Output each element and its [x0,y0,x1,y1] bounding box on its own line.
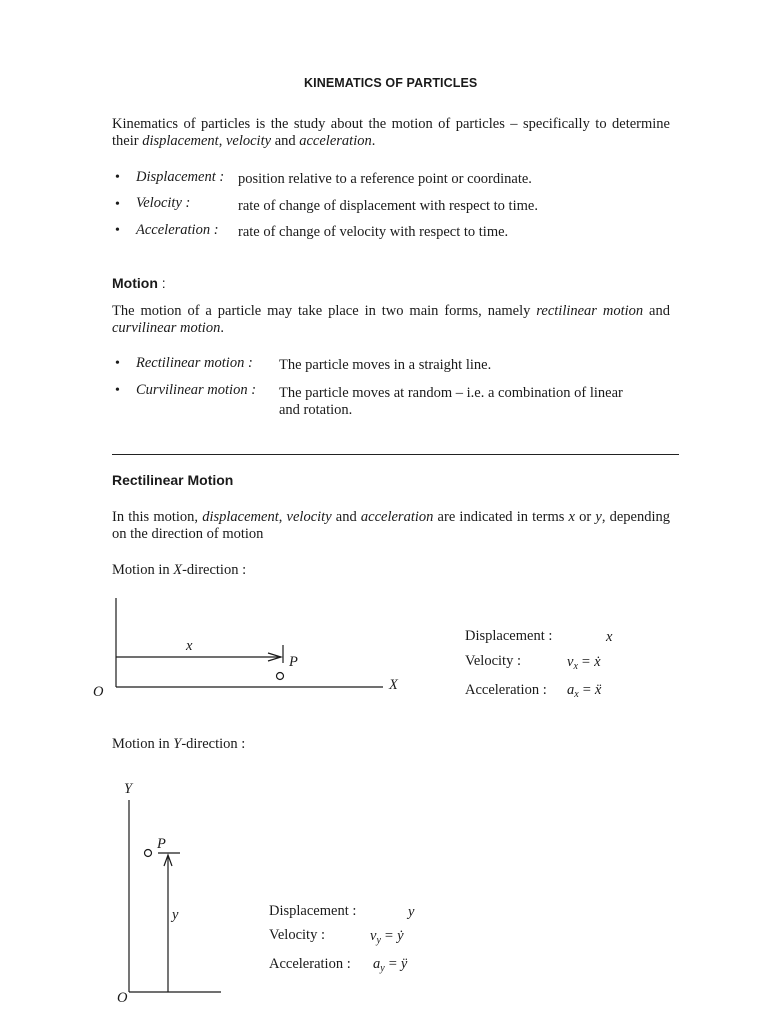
x-axis-label: X [389,677,398,693]
definition-term: Acceleration : [136,222,219,238]
intro-sep: , [218,133,226,149]
definition-desc: position relative to a reference point or coordinate. [238,171,532,187]
intro-term-velocity: velocity [225,133,272,149]
intro-paragraph [112,116,670,150]
y-dimension-label: y [172,907,179,923]
caption-axis: Y [173,736,182,752]
eq-lhs: v [567,654,574,670]
bullet-icon: • [115,223,120,238]
eq-sub: y [380,963,385,974]
y-velocity-equation [370,928,404,946]
eq-sub: x [573,661,578,672]
caption-pre: Motion in [112,562,174,578]
motion-term: Rectilinear motion : [136,355,253,371]
motion-text: The motion of a particle may take place in two main forms, namely [112,303,537,319]
motion-heading [112,275,166,291]
x-displacement-label: Displacement : [465,628,553,644]
definition-desc: rate of change of displacement with respect to time. [238,198,538,214]
y-axis-label: Y [124,781,133,797]
eq-sub: y [376,935,381,946]
eq-lhs: a [373,956,381,972]
x-velocity-equation [567,654,601,672]
rect-sep: , [278,509,287,525]
motion-desc-line2: and rotation. [279,402,353,418]
x-acceleration-label: Acceleration : [465,682,547,698]
rect-var-x: x [568,509,575,525]
caption-axis: X [173,562,183,578]
x-acceleration-equation [567,682,601,700]
y-displacement-value: y [408,904,415,920]
y-acceleration-equation [373,956,407,974]
page-title: KINEMATICS OF PARTICLES [304,76,478,90]
motion-desc: The particle moves in a straight line. [279,357,492,373]
intro-sep: and [271,133,300,149]
intro-term-acceleration: acceleration [299,133,372,149]
x-displacement-value: x [606,629,613,645]
eq-rhs: ẏ [397,928,404,944]
arrow-icon [268,653,281,661]
eq-op: = [582,682,591,698]
x-point-label: P [289,654,298,670]
rect-text-2: are indicated in terms [433,509,569,525]
eq-rhs: ẍ [594,682,602,698]
caption-post: -direction : [181,736,246,752]
y-acceleration-label: Acceleration : [269,956,351,972]
motion-term-rectilinear: rectilinear motion [536,303,644,319]
motion-desc: The particle moves at random – i.e. a combination of linear [279,385,623,401]
y-displacement-label: Displacement : [269,903,357,919]
motion-term-curvilinear: curvilinear motion [112,320,221,336]
eq-lhs: v [370,928,377,944]
y-origin-label: O [117,990,128,1006]
motion-heading-text: Motion [112,275,158,291]
eq-op: = [384,928,394,944]
rect-term-acceleration: acceleration [360,509,434,525]
rect-term-velocity: velocity [286,509,332,525]
definition-term: Velocity : [136,195,191,211]
intro-end: . [371,133,376,149]
motion-paragraph [112,303,670,337]
rectilinear-paragraph [112,509,670,543]
intro-text: Kinematics of particles is the study about the motion of particles – specifically to determine their [112,116,670,149]
motion-term: Curvilinear motion : [136,382,257,398]
rect-text-3: , depending on the direction of motion [112,509,670,542]
particle-icon [277,673,284,680]
definition-term: Displacement : [136,169,225,185]
motion-heading-colon: : [157,275,166,291]
eq-sub: x [574,689,579,700]
eq-op: = [581,654,591,670]
rect-and: and [331,509,361,525]
eq-op: = [388,956,397,972]
caption-post: -direction : [182,562,247,578]
eq-rhs: ÿ [400,956,408,972]
rect-or: or [574,509,596,525]
rect-var-y: y [595,509,602,525]
intro-term-displacement: displacement [142,133,219,149]
section-divider [112,454,679,455]
eq-lhs: a [567,682,575,698]
rect-term-displacement: displacement [202,509,279,525]
x-velocity-label: Velocity : [465,653,521,669]
arrow-icon [164,855,172,866]
motion-text-end: . [220,320,224,336]
x-origin-label: O [93,684,104,700]
particle-icon [145,850,152,857]
bullet-icon: • [115,170,120,185]
bullet-icon: • [115,383,120,398]
bullet-icon: • [115,356,120,371]
rect-text: In this motion, [112,509,203,525]
caption-pre: Motion in [112,736,174,752]
eq-rhs: ẋ [594,654,601,670]
motion-text-and: and [643,303,670,319]
rectilinear-heading: Rectilinear Motion [112,472,234,488]
y-direction-caption [112,736,245,753]
definition-desc: rate of change of velocity with respect to time. [238,224,509,240]
y-point-label: P [157,836,166,852]
y-velocity-label: Velocity : [269,927,325,943]
x-direction-caption [112,562,246,579]
x-dimension-label: x [186,638,193,654]
bullet-icon: • [115,197,120,212]
